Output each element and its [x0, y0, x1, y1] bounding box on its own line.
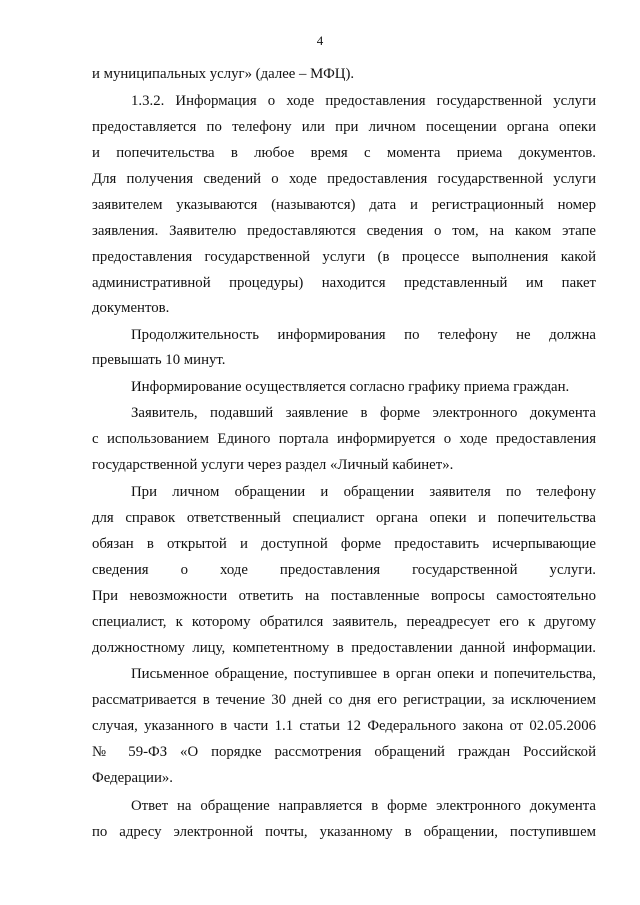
text-line: предоставления государственной услуги (в процессе выполнения какой: [92, 249, 596, 265]
text-line: административной процедуры) находится представленный им пакет: [92, 275, 596, 291]
text-line: Заявитель, подавший заявление в форме электронного документа: [131, 405, 596, 421]
text-line: превышать 10 минут.: [92, 352, 226, 368]
text-line: по адресу электронной почты, указанному в обращении, поступившем: [92, 824, 596, 840]
text-line: Письменное обращение, поступившее в орган опеки и попечительства,: [131, 666, 596, 682]
text-line: и попечительства в любое время с момента приема документов.: [92, 145, 596, 161]
text-line: должностному лицу, компетентному в предоставлении данной информации.: [92, 640, 596, 656]
text-line: Федерации».: [92, 770, 173, 786]
text-line: заявителем указываются (называются) дата и регистрационный номер: [92, 197, 596, 213]
text-line: предоставляется по телефону или при личном посещении органа опеки: [92, 119, 596, 135]
text-line: и муниципальных услуг» (далее – МФЦ).: [92, 66, 355, 82]
text-line: для справок ответственный специалист органа опеки и попечительства: [92, 510, 596, 526]
text-line: 1.3.2. Информация о ходе предоставления государственной услуги: [131, 93, 596, 109]
text-line: случая, указанного в части 1.1 статьи 12 Федерального закона от 02.05.2006: [92, 718, 596, 734]
text-line: Продолжительность информирования по телефону не должна: [131, 327, 596, 343]
text-line: обязан в открытой и доступной форме предоставить исчерпывающие: [92, 536, 596, 552]
text-line: При невозможности ответить на поставленные вопросы самостоятельно: [92, 588, 596, 604]
text-line: Ответ на обращение направляется в форме электронного документа: [131, 798, 596, 814]
text-line: заявления. Заявителю предоставляются сведения о том, на каком этапе: [92, 223, 596, 239]
text-line: При личном обращении и обращении заявителя по телефону: [131, 484, 596, 500]
text-line: специалист, к которому обратился заявитель, переадресует его к другому: [92, 614, 596, 630]
text-line: Для получения сведений о ходе предоставления государственной услуги: [92, 171, 596, 187]
text-line: рассматривается в течение 30 дней со дня его регистрации, за исключением: [92, 692, 596, 708]
text-line: государственной услуги через раздел «Личный кабинет».: [92, 457, 454, 473]
text-line: № 59-ФЗ «О порядке рассмотрения обращений граждан Российской: [92, 744, 596, 760]
page-number: 4: [316, 33, 324, 48]
text-line: сведения о ходе предоставления государственной услуги.: [92, 562, 596, 578]
text-line: с использованием Единого портала информируется о ходе предоставления: [92, 431, 596, 447]
text-line: Информирование осуществляется согласно графику приема граждан.: [131, 379, 570, 395]
text-line: документов.: [92, 300, 170, 316]
